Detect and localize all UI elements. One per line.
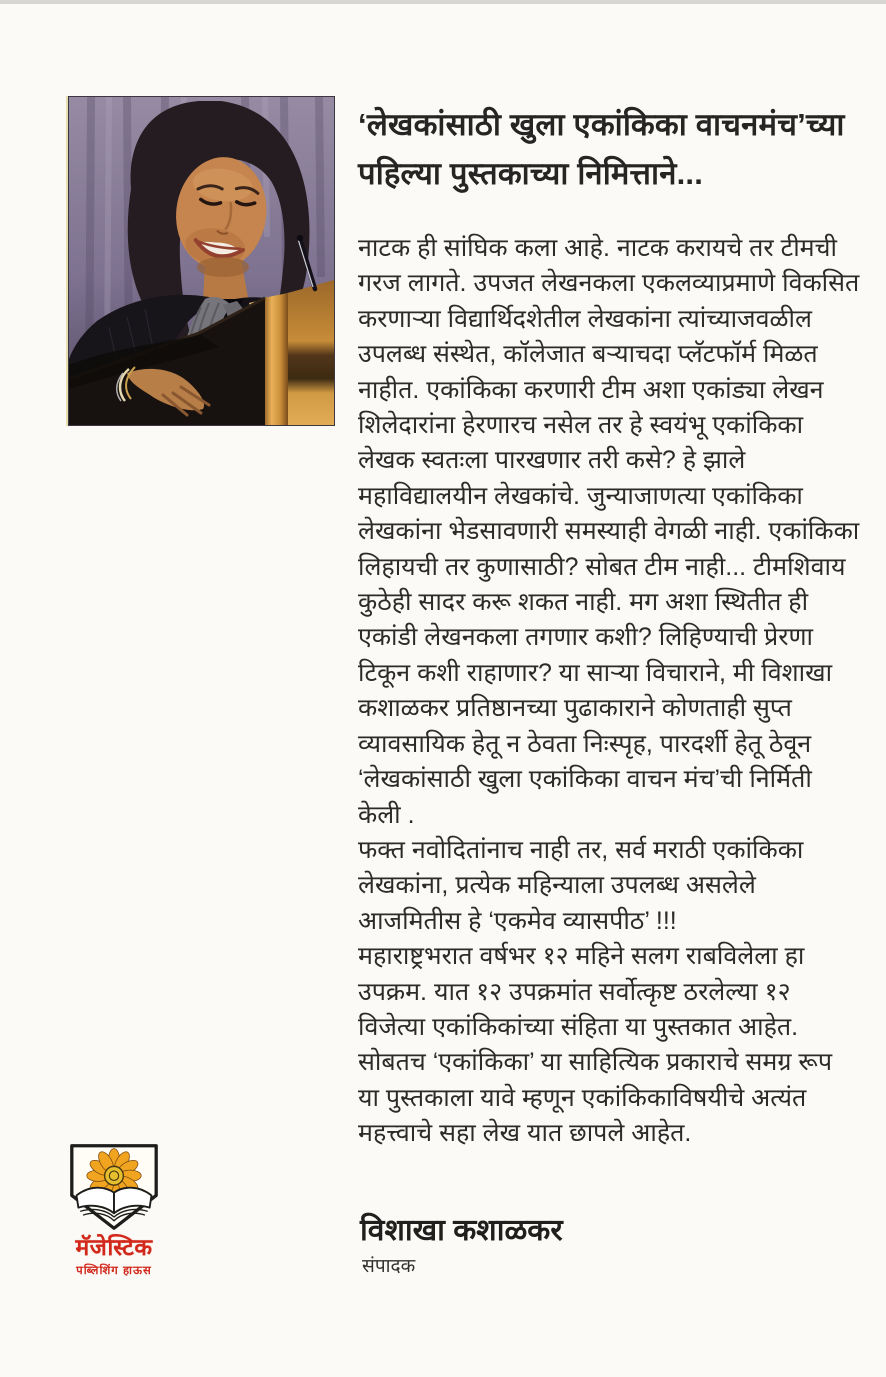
body-line: नाहीत. एकांकिका करणारी टीम अशा एकांड्या लेखन xyxy=(358,375,824,404)
publisher-logo xyxy=(54,1142,174,1278)
body-line: कुठेही सादर करू शकत नाही. मग अशा स्थितीत ही xyxy=(358,588,809,617)
neck xyxy=(197,257,249,303)
cover-body-text xyxy=(358,231,880,1152)
body-line: नाटक ही सांघिक कला आहे. नाटक करायचे तर टीमची xyxy=(358,234,837,262)
body-line: गरज लागते. उपजत लेखनकला एकलव्याप्रमाणे विकसित xyxy=(358,269,860,298)
body-line: शिलेदारांना हेरणारच नसेल तर हे स्वयंभू एकांकिका xyxy=(358,411,804,440)
body-line: महत्त्वाचे सहा लेख यात छापले आहेत. xyxy=(358,1119,692,1148)
author-role: संपादक xyxy=(362,1256,416,1277)
body-line: कशाळकर प्रतिष्ठानच्या पुढाकाराने कोणताही सुप्त xyxy=(358,694,792,723)
body-line: विजेत्या एकांकिकांच्या संहिता या पुस्तकात आहेत. xyxy=(358,1012,799,1041)
body-line: उपक्रम. यात १२ उपक्रमांत सर्वोत्कृष्ट ठरलेल्या १२ xyxy=(358,977,791,1006)
body-line: लिहायची तर कुणासाठी? सोबत टीम नाही... टीमशिवाय xyxy=(358,552,846,581)
author-photo xyxy=(68,96,335,426)
author-name: विशाखा कशाळकर xyxy=(360,1214,563,1247)
body-line: या पुस्तकाला यावे म्हणून एकांकिकाविषयीचे अत्यंत xyxy=(358,1083,807,1112)
publisher-subtitle: पब्लिशिंग हाऊस xyxy=(76,1265,152,1277)
publisher-emblem-icon xyxy=(65,1142,163,1232)
body-line: एकांडी लेखनकला तगणार कशी? लिहिण्याची प्रेरणा xyxy=(358,623,814,652)
title-line-1: ‘लेखकांसाठी खुला एकांकिका वाचनमंच’च्या xyxy=(358,107,845,142)
publisher-name: मॅजेस्टिक xyxy=(75,1234,153,1260)
body-line: लेखकांना, प्रत्येक महिन्याला उपलब्ध असलेले xyxy=(358,871,756,900)
title-line-2: पहिल्या पुस्तकाच्या निमित्ताने... xyxy=(358,156,704,191)
body-line: सोबतच ‘एकांकिका’ या साहित्यिक प्रकाराचे समग्र रूप xyxy=(358,1048,833,1077)
body-line: लेखक स्वतःला पारखणार तरी कसे? हे झाले xyxy=(358,446,746,475)
body-line: महाविद्यालयीन लेखकांचे. जुन्याजाणत्या एकांकिका xyxy=(358,481,803,510)
body-line: आजमितीस हे ‘एकमेव व्यासपीठ’ !!! xyxy=(358,906,677,935)
author-photo-illustration xyxy=(69,97,334,425)
body-line: टिकून कशी राहाणार? या साऱ्या विचाराने, मी विशाखा xyxy=(358,658,833,687)
scan-edge xyxy=(0,0,886,4)
body-line: व्यावसायिक हेतू न ठेवता निःस्पृह, पारदर्शी हेतू ठेवून xyxy=(358,729,812,758)
body-line: उपलब्ध संस्थेत, कॉलेजात बऱ्याचदा प्लॅटफॉर्म मिळत xyxy=(358,340,818,369)
body-line: लेखकांना भेडसावणारी समस्याही वेगळी नाही. एकांकिका xyxy=(358,517,860,546)
body-line: केली . xyxy=(358,800,415,829)
body-line: करणाऱ्या विद्यार्थिदशेतील लेखकांना त्यांच्याजवळील xyxy=(358,304,812,333)
body-line: ‘लेखकांसाठी खुला एकांकिका वाचन मंच’ची निर्मिती xyxy=(358,765,812,794)
body-line: फक्त नवोदितांनाच नाही तर, सर्व मराठी एकांकिका xyxy=(358,835,804,864)
cover-title xyxy=(358,100,878,198)
body-line: महाराष्ट्रभरात वर्षभर १२ महिने सलग राबविलेला हा xyxy=(358,942,805,971)
